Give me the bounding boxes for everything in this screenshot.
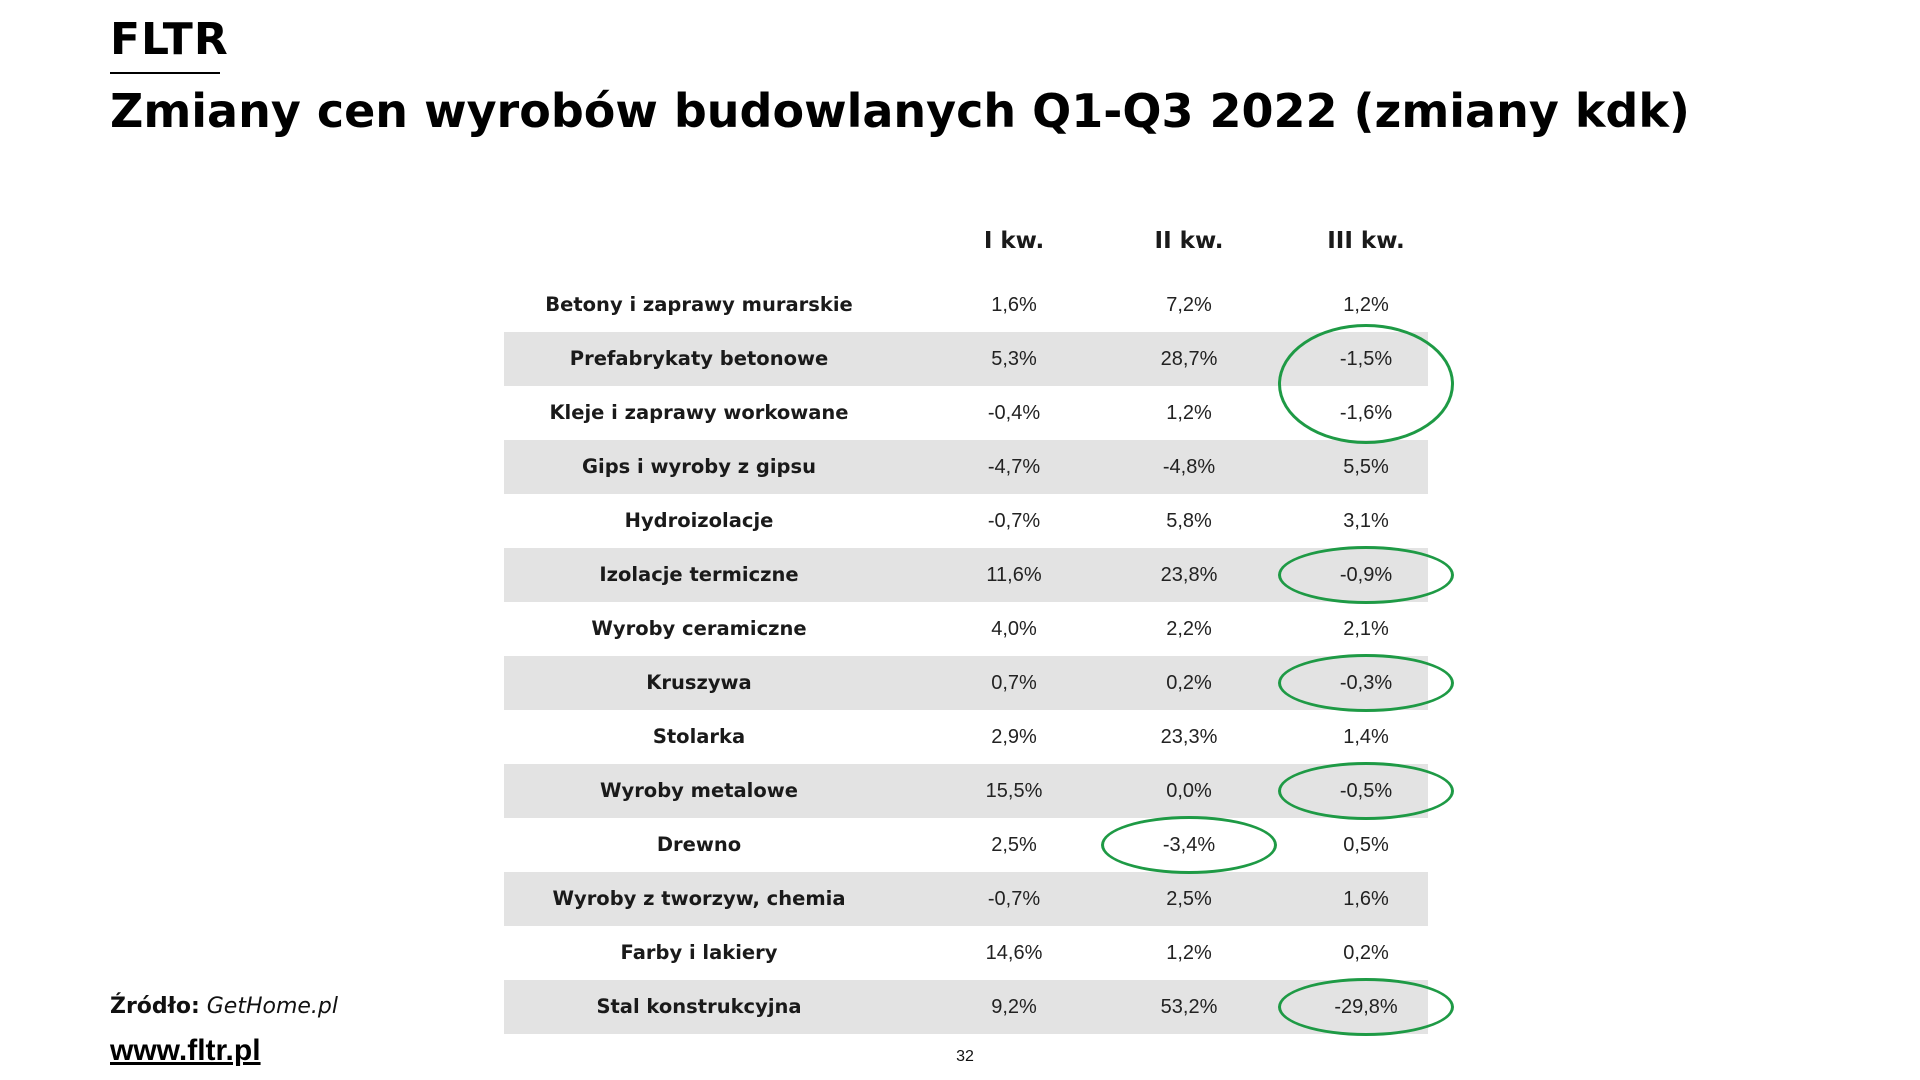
value-cell-q1: 11,6% <box>986 564 1042 586</box>
row-label: Wyroby z tworzyw, chemia <box>552 887 846 910</box>
column-header-q3: III kw. <box>1327 228 1405 254</box>
row-label: Wyroby ceramiczne <box>591 617 807 640</box>
value-cell-q2: 7,2% <box>1166 294 1212 316</box>
value-cell-q1: 9,2% <box>991 996 1037 1018</box>
value-cell-q3: -29,8% <box>1334 996 1398 1018</box>
value-cell-q2: 2,5% <box>1166 888 1212 910</box>
table-row <box>504 818 1428 872</box>
logo-underline <box>110 72 220 74</box>
value-cell-q1: 2,9% <box>991 726 1037 748</box>
table-row <box>504 926 1428 980</box>
row-label: Izolacje termiczne <box>599 563 799 586</box>
highlight-ring <box>1278 762 1454 820</box>
source-line <box>110 994 338 1019</box>
value-cell-q2: -3,4% <box>1162 834 1216 856</box>
value-cell-q1: -0,7% <box>987 510 1041 532</box>
highlight-ring <box>1278 654 1454 712</box>
value-cell-q2: 5,8% <box>1166 510 1212 532</box>
value-cell-q3: 0,5% <box>1343 834 1389 856</box>
table-row <box>504 440 1428 494</box>
row-label: Kleje i zaprawy workowane <box>549 401 849 424</box>
row-label: Gips i wyroby z gipsu <box>582 455 816 478</box>
table-row <box>504 602 1428 656</box>
value-cell-q2: 0,2% <box>1166 672 1212 694</box>
row-label: Drewno <box>656 833 742 856</box>
value-cell-q3: 1,2% <box>1343 294 1389 316</box>
row-label: Farby i lakiery <box>620 941 778 964</box>
column-header-q2: II kw. <box>1154 228 1224 254</box>
source-label: Źródło: <box>110 994 200 1019</box>
value-cell-q2: 53,2% <box>1160 996 1218 1018</box>
row-label: Stal konstrukcyjna <box>596 995 802 1018</box>
page-number: 32 <box>956 1048 974 1065</box>
value-cell-q1: 4,0% <box>991 618 1037 640</box>
value-cell-q2: 23,3% <box>1160 726 1218 748</box>
value-cell-q3: -0,3% <box>1339 672 1393 694</box>
table-row <box>504 710 1428 764</box>
value-cell-q1: 15,5% <box>985 780 1043 802</box>
row-label: Hydroizolacje <box>624 509 774 532</box>
row-label: Stolarka <box>652 725 746 748</box>
value-cell-q1: -0,7% <box>987 888 1041 910</box>
logo: FLTR <box>110 14 229 65</box>
value-cell-q2: 1,2% <box>1166 942 1212 964</box>
value-cell-q2: -4,8% <box>1162 456 1216 478</box>
value-cell-q2: 2,2% <box>1166 618 1212 640</box>
page-title: Zmiany cen wyrobów budowlanych Q1-Q3 2022 (zmiany kdk) <box>110 84 1690 138</box>
row-label: Wyroby metalowe <box>599 779 799 802</box>
price-change-table <box>504 214 1428 1032</box>
value-cell-q1: -4,7% <box>987 456 1041 478</box>
highlight-ring <box>1278 978 1454 1036</box>
value-cell-q1: 1,6% <box>991 294 1037 316</box>
value-cell-q3: 3,1% <box>1343 510 1389 532</box>
value-cell-q1: -0,4% <box>987 402 1041 424</box>
value-cell-q1: 2,5% <box>991 834 1037 856</box>
value-cell-q3: 1,6% <box>1343 888 1389 910</box>
row-label: Betony i zaprawy murarskie <box>545 293 853 316</box>
row-label: Prefabrykaty betonowe <box>569 347 829 370</box>
value-cell-q1: 14,6% <box>985 942 1043 964</box>
value-cell-q3: -1,6% <box>1339 402 1393 424</box>
value-cell-q2: 1,2% <box>1166 402 1212 424</box>
value-cell-q3: 2,1% <box>1343 618 1389 640</box>
value-cell-q1: 5,3% <box>991 348 1037 370</box>
table-row <box>504 278 1428 332</box>
row-label: Kruszywa <box>646 671 752 694</box>
value-cell-q3: 1,4% <box>1343 726 1389 748</box>
value-cell-q2: 28,7% <box>1160 348 1218 370</box>
value-cell-q2: 23,8% <box>1160 564 1218 586</box>
table-row <box>504 872 1428 926</box>
value-cell-q2: 0,0% <box>1166 780 1212 802</box>
highlight-ring <box>1101 816 1277 874</box>
value-cell-q3: -0,9% <box>1339 564 1393 586</box>
table-row <box>504 494 1428 548</box>
source-value: GetHome.pl <box>206 994 338 1019</box>
value-cell-q3: 5,5% <box>1343 456 1389 478</box>
value-cell-q3: -0,5% <box>1339 780 1393 802</box>
highlight-ring <box>1278 324 1454 444</box>
website-link[interactable]: www.fltr.pl <box>110 1034 261 1067</box>
column-header-q1: I kw. <box>983 228 1045 254</box>
value-cell-q3: 0,2% <box>1343 942 1389 964</box>
value-cell-q3: -1,5% <box>1339 348 1393 370</box>
value-cell-q1: 0,7% <box>991 672 1037 694</box>
highlight-ring <box>1278 546 1454 604</box>
